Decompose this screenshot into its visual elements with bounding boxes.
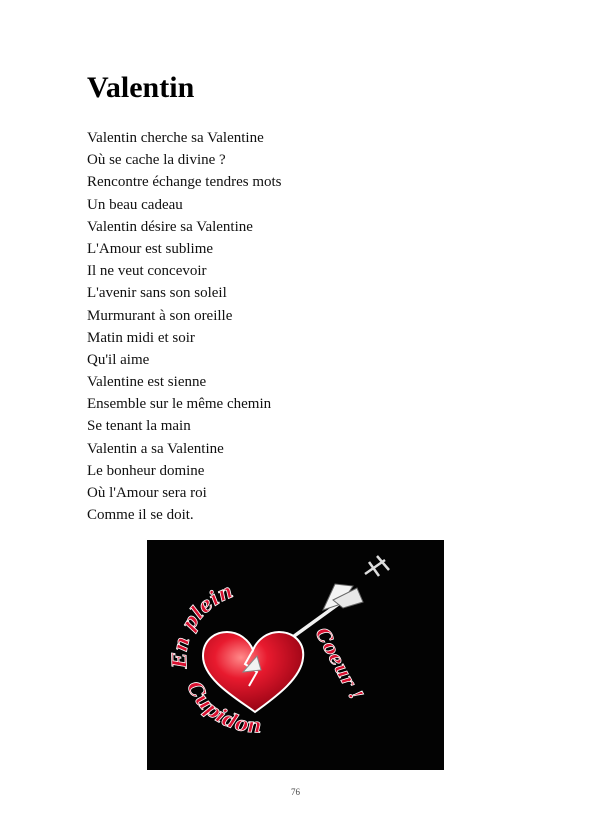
poem-line: Il ne veut concevoir <box>87 263 207 280</box>
poem-line: Matin midi et soir <box>87 329 195 346</box>
poem-line: Valentin a sa Valentine <box>87 440 224 457</box>
logo-word-coeur: Coeur ! <box>310 624 367 704</box>
arrow-nock <box>365 556 389 576</box>
page-number: 76 <box>291 787 300 797</box>
poem-line: Un beau cadeau <box>87 196 183 213</box>
poem-title: Valentin <box>87 71 195 104</box>
poem-line: Valentin cherche sa Valentine <box>87 130 264 146</box>
poem-line: Valentin désire sa Valentine <box>87 218 253 235</box>
poem-line: Se tenant la main <box>87 418 191 435</box>
poem-line: Valentine est sienne <box>87 374 207 391</box>
poem-body <box>87 127 282 526</box>
svg-text:Cupidon: Cupidon <box>182 676 263 738</box>
cupid-heart-illustration <box>147 540 444 770</box>
poem-line: L'Amour est sublime <box>87 240 214 257</box>
poem-line: Murmurant à son oreille <box>87 307 233 324</box>
poem-line: Rencontre échange tendres mots <box>87 174 282 191</box>
poem-line: Où l'Amour sera roi <box>87 485 207 501</box>
heart-arrow-logo <box>147 540 444 770</box>
poem-line: Ensemble sur le même chemin <box>87 396 272 413</box>
poem-line: Où se cache la divine ? <box>87 152 226 169</box>
poem-line: Le bonheur domine <box>87 462 205 479</box>
poem-line: Comme il se doit. <box>87 507 194 524</box>
svg-text:En plein: En plein <box>167 578 237 669</box>
arrow-fletching <box>323 584 363 610</box>
poem-line: L'avenir sans son soleil <box>87 285 227 302</box>
poem-line: Qu'il aime <box>87 351 150 368</box>
